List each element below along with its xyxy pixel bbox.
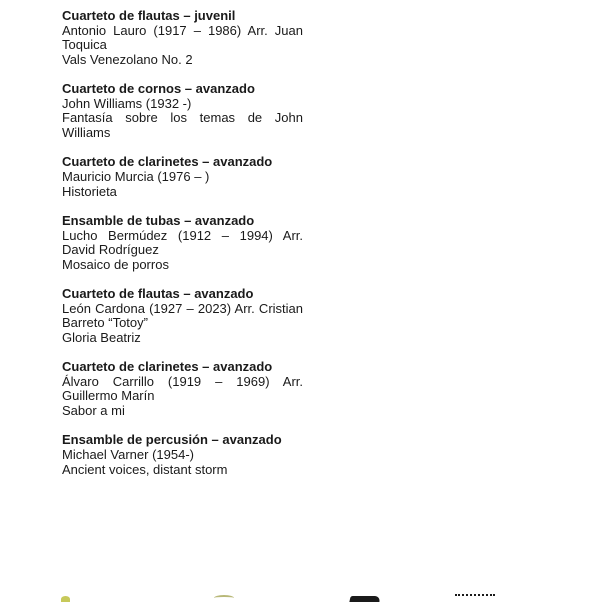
work-title: Fantasía sobre los temas de John Williams: [62, 110, 303, 140]
program-entry: [62, 360, 303, 418]
composer-line: Antonio Lauro (1917 – 1986) Arr. Juan Toquica: [62, 22, 303, 53]
composer-line: Michael Varner (1954-): [62, 447, 194, 463]
logo-fragment-icon: [349, 596, 380, 602]
work-title: Vals Venezolano No. 2: [62, 51, 193, 67]
ensemble-title: Cuarteto de clarinetes – avanzado: [62, 359, 273, 375]
ensemble-title: Cuarteto de clarinetes – avanzado: [62, 154, 273, 170]
ensemble-title: Cuarteto de cornos – avanzado: [62, 81, 255, 97]
composer-line: Mauricio Murcia (1976 – ): [62, 168, 210, 184]
ensemble-title: Ensamble de tubas – avanzado: [62, 212, 255, 228]
work-title: Ancient voices, distant storm: [62, 461, 228, 477]
program-entry: [62, 214, 303, 272]
concert-program: [62, 9, 303, 492]
work-title: Gloria Beatriz: [62, 329, 141, 345]
work-title: Sabor a mi: [62, 403, 125, 419]
composer-line: John Williams (1932 -): [62, 95, 192, 111]
composer-line: León Cardona (1927 – 2023) Arr. Cristian Barreto “Totoy”: [62, 300, 303, 331]
program-entry: [62, 9, 303, 67]
program-entry: [62, 155, 303, 199]
composer-line: Álvaro Carrillo (1919 – 1969) Arr. Guillermo Marín: [62, 373, 303, 404]
work-title: Mosaico de porros: [62, 256, 169, 272]
program-entry: [62, 82, 303, 140]
ensemble-title: Cuarteto de flautas – avanzado: [62, 286, 254, 302]
green-ornament-icon: [61, 596, 70, 602]
work-title: Historieta: [62, 183, 117, 199]
cropped-footer-text-icon: [455, 594, 495, 602]
program-entry: [62, 287, 303, 345]
olive-ornament-icon: [214, 595, 234, 601]
ensemble-title: Ensamble de percusión – avanzado: [62, 432, 282, 448]
footer-decoration-strip: [0, 592, 600, 600]
program-entry: [62, 433, 303, 477]
ensemble-title: Cuarteto de flautas – juvenil: [62, 8, 236, 23]
composer-line: Lucho Bermúdez (1912 – 1994) Arr. David Rodríguez: [62, 227, 303, 258]
